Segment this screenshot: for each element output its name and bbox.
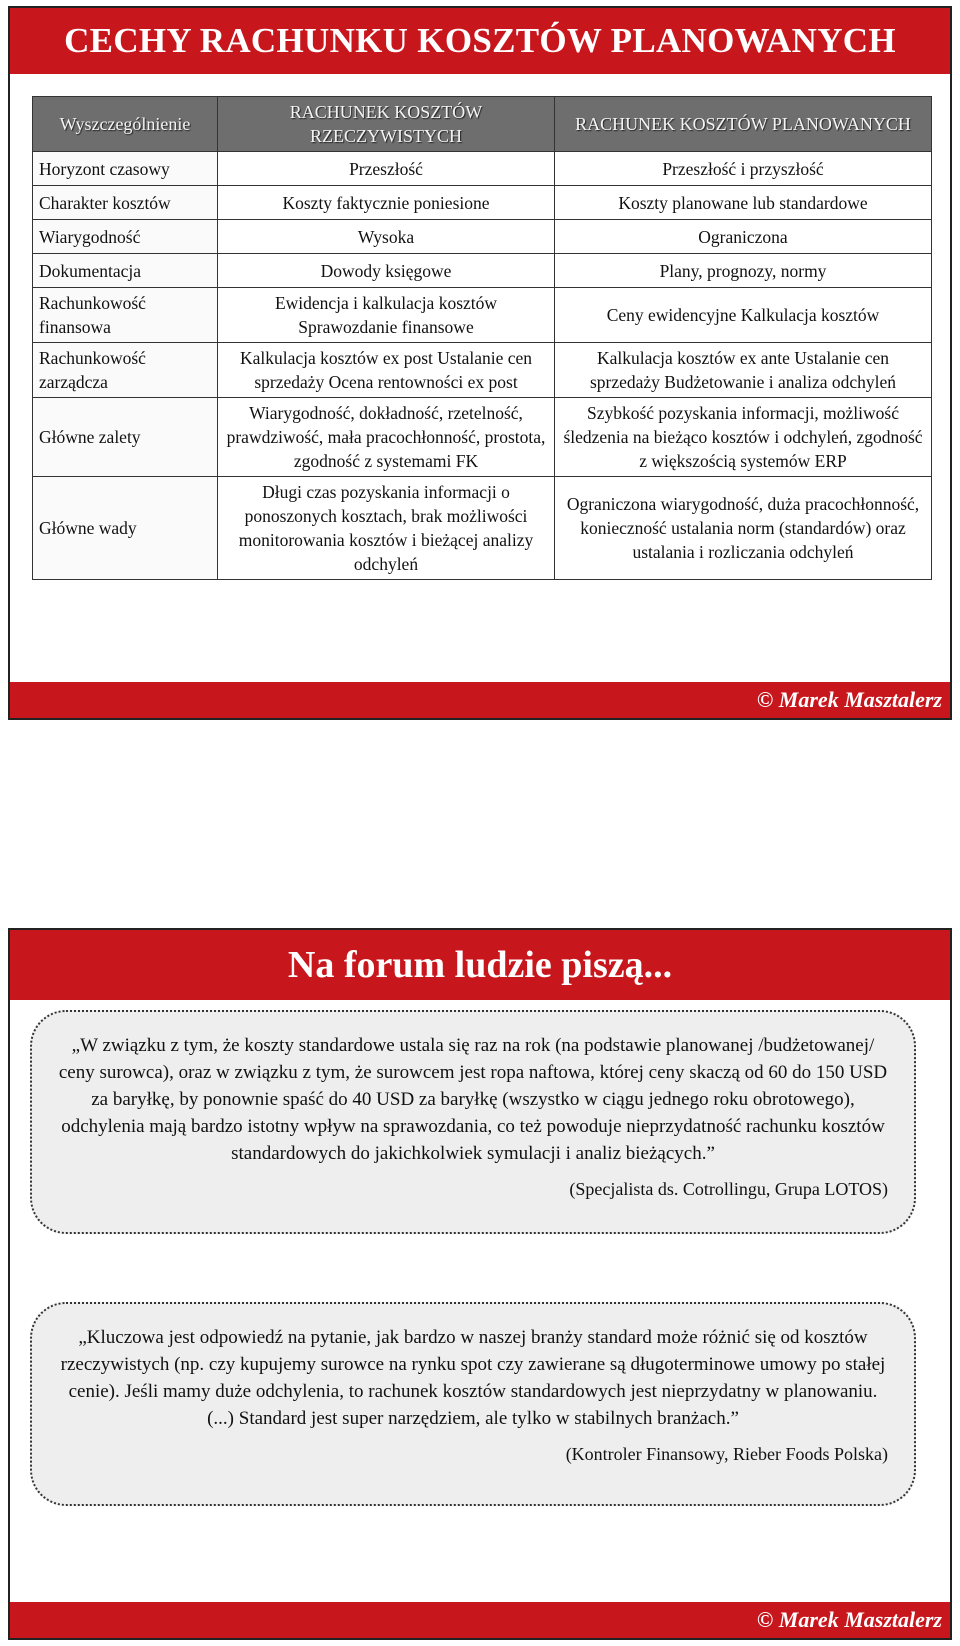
copyright-footer: © Marek Masztalerz [10,682,950,718]
slide-costs-comparison [8,6,952,720]
row-label: Dokumentacja [33,254,218,288]
table-header-row [33,97,932,152]
cell-planned: Szybkość pozyskania informacji, możliwość śledzenia na bieżąco kosztów i odchyleń, zgodność z większością systemów ERP [555,398,932,477]
quote-text: „W związku z tym, że koszty standardowe ustala się raz na rok (na podstawie planowanej /budżetowanej/ ceny surowca), oraz w związku z tym, że surowcem jest ropa naftowa, której ceny skaczą od 60 do 150 USD za baryłkę, by ponownie spaść do 40 USD za baryłkę (wszystko w ciągu jednego roku obrotowego), odchylenia mają bardzo istotny wpływ na sprawozdania, co też powoduje nieprzydatność rachunku kosztów standardowych do jakichkolwiek symulacji i analiz bieżących.” [58,1035,888,1164]
slide-title: Na forum ludzie piszą... [10,930,950,1000]
header-criterion: Wyszczególnienie [33,97,218,152]
quote-source: (Specjalista ds. Cotrollingu, Grupa LOTOS) [569,1179,888,1199]
table-row [33,254,932,288]
table-row [33,220,932,254]
cell-planned: Ograniczona [555,220,932,254]
cell-actual: Kalkulacja kosztów ex post Ustalanie cen sprzedaży Ocena rentowności ex post [218,343,555,398]
row-label: Rachunkowość finansowa [33,288,218,343]
table-row [33,152,932,186]
quote-text: „Kluczowa jest odpowiedź na pytanie, jak bardzo w naszej branży standard może różnić się od kosztów rzeczywistych (np. czy kupujemy surowce na rynku spot czy zawierane są długoterminowe umowy po stałej cenie). Jeśli mamy duże odchylenia, to rachunek kosztów standardowych jest nieprzydatny w planowaniu. (...) Standard jest super narzędziem, ale tylko w stabilnych branżach.” [60,1327,886,1429]
cell-actual: Ewidencja i kalkulacja kosztów Sprawozdanie finansowe [218,288,555,343]
cell-planned: Kalkulacja kosztów ex ante Ustalanie cen sprzedaży Budżetowanie i analiza odchyleń [555,343,932,398]
table-row [33,477,932,580]
row-label: Rachunkowość zarządcza [33,343,218,398]
forum-quote-box [30,1302,916,1506]
quote-source: (Kontroler Finansowy, Rieber Foods Polska) [565,1444,888,1464]
row-label: Główne wady [33,477,218,580]
cell-planned: Koszty planowane lub standardowe [555,186,932,220]
table-row [33,343,932,398]
cell-actual: Koszty faktycznie poniesione [218,186,555,220]
row-label: Wiarygodność [33,220,218,254]
comparison-table [32,96,932,580]
copyright-footer: © Marek Masztalerz [10,1602,950,1638]
cell-actual: Wysoka [218,220,555,254]
cell-planned: Ceny ewidencyjne Kalkulacja kosztów [555,288,932,343]
cell-planned: Ograniczona wiarygodność, duża pracochłonność, konieczność ustalania norm (standardów) oraz ustalania i rozliczania odchyleń [555,477,932,580]
cell-actual: Długi czas pozyskania informacji o ponoszonych kosztach, brak możliwości monitorowania kosztów i bieżącej analizy odchyleń [218,477,555,580]
forum-quote-box [30,1010,916,1234]
cell-actual: Wiarygodność, dokładność, rzetelność, prawdziwość, mała pracochłonność, prostota, zgodność z systemami FK [218,398,555,477]
row-label: Charakter kosztów [33,186,218,220]
table-row [33,288,932,343]
cell-planned: Plany, prognozy, normy [555,254,932,288]
header-actual-costing: RACHUNEK KOSZTÓW RZECZYWISTYCH [218,97,555,152]
row-label: Główne zalety [33,398,218,477]
slide-title: CECHY RACHUNKU KOSZTÓW PLANOWANYCH [10,8,950,74]
cell-planned: Przeszłość i przyszłość [555,152,932,186]
cell-actual: Dowody księgowe [218,254,555,288]
header-planned-costing: RACHUNEK KOSZTÓW PLANOWANYCH [555,97,932,152]
table-row [33,398,932,477]
cell-actual: Przeszłość [218,152,555,186]
table-row [33,186,932,220]
row-label: Horyzont czasowy [33,152,218,186]
